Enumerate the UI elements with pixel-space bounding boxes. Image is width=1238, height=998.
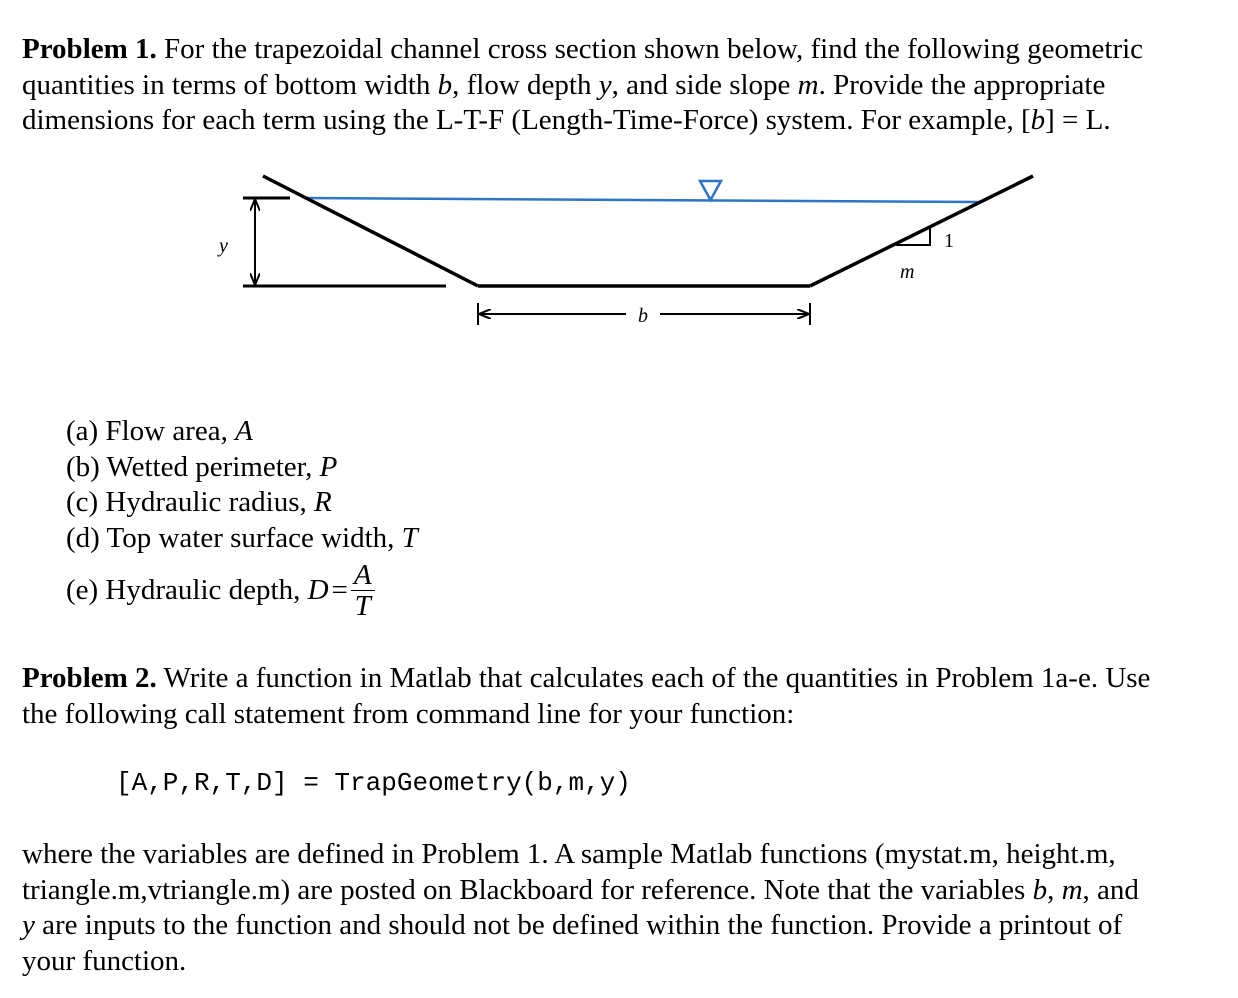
- problem2-notes: [22, 837, 1222, 979]
- list-item: (e) Hydraulic depth, D = $\frac{A}{T}$: [66, 562, 418, 623]
- hydraulic-depth-fraction: $\frac{A}{T}$: [351, 560, 375, 621]
- slope-rise-label: 1: [944, 230, 954, 252]
- problem2-line1: Problem 2. Write a function in Matlab that calculates each of the quantities in Problem 1a-e. Use: [22, 662, 1151, 694]
- water-surface-line: [304, 198, 980, 202]
- call-statement-code: [A,P,R,T,D] = TrapGeometry(b,m,y): [116, 768, 631, 798]
- water-level-marker-icon: [700, 181, 721, 200]
- trapezoid-channel-diagram: [0, 160, 1238, 360]
- width-label: b: [638, 305, 648, 327]
- channel-left-bank: [263, 176, 478, 286]
- problem2-line2: the following call statement from command line for your function:: [22, 697, 795, 730]
- list-item: (d) Top water surface width, T: [66, 521, 418, 554]
- notes-line4: your function.: [22, 944, 187, 977]
- problem2-heading: Problem 2.: [22, 662, 157, 694]
- problem1-heading: Problem 1.: [22, 33, 157, 65]
- list-item: (b) Wetted perimeter, P: [66, 450, 338, 483]
- channel-right-bank: [810, 176, 1033, 286]
- problem1-line2: quantities in terms of bottom width b, flow depth y, and side slope m. Provide the appropriate: [22, 68, 1106, 101]
- notes-line1: where the variables are defined in Problem 1. A sample Matlab functions (mystat.m, height.m,: [22, 838, 1116, 870]
- problem1-text: [22, 32, 1222, 139]
- slope-run-label: m: [900, 261, 915, 283]
- problem1-line3: dimensions for each term using the L-T-F (Length-Time-Force) system. For example, [b] = L.: [22, 104, 1111, 136]
- problem2-text: [22, 661, 1222, 732]
- depth-label: y: [219, 235, 228, 257]
- notes-line2: triangle.m,vtriangle.m) are posted on Blackboard for reference. Note that the variables b, m, and: [22, 873, 1139, 906]
- list-item: (c) Hydraulic radius, R: [66, 486, 332, 518]
- quantity-list: [66, 414, 418, 623]
- notes-line3: y are inputs to the function and should not be defined within the function. Provide a printout of: [22, 909, 1123, 941]
- problem1-line1: Problem 1. For the trapezoidal channel cross section shown below, find the following geometric: [22, 33, 1144, 65]
- list-item: (a) Flow area, A: [66, 415, 253, 447]
